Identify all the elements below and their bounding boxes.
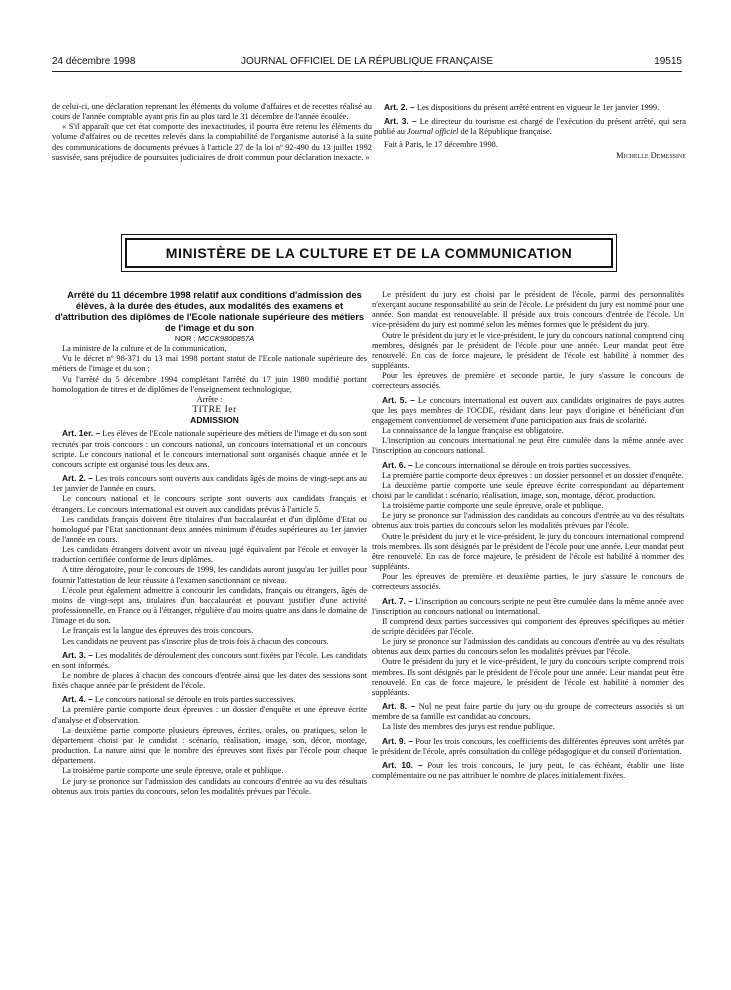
paragraph-text: Le jury se prononce sur l'admission des candidats au concours d'entrée au vu des résultats obtenus aux trois parties du concours selon les modalités prévues par l'école. [372,511,684,531]
paragraph-text: Les élèves de l'Ecole nationale supérieure des métiers de l'image et du son sont recrutés par trois concours : un concours national, un concours international et un concours scripte. Le concours national et le concours international sont organisés chaque année et le concours scripte est organisé tous les deux ans. [52,429,367,469]
left-body [52,428,367,796]
paragraph-text: Le concours international est ouvert aux candidats originaires de pays autres que les pays membres de l'OCDE, résidant dans leur pays d'origine et bénéficiant d'un engagement conventionnel de versement d'une participation aux frais de scolarité. [372,395,684,425]
body-paragraph [52,637,367,647]
body-paragraph [52,586,367,627]
paragraph-text: Le concours national se déroule en trois parties successives. [92,695,296,705]
paragraph-text: Les modalités de déroulement des concours sont fixées par l'école. Les candidats en sont informés. [52,650,367,670]
body-paragraph [52,494,367,514]
article-paragraph [372,736,684,757]
article-label: Art. 1er. – [62,428,101,439]
paragraph-text: Le jury se prononce sur l'admission des candidats au concours d'entrée au vu des résultats obtenus aux deux parties du concours selon les modalités prévues par l'école. [372,637,684,657]
paragraph-text: La première partie comporte deux épreuves : un dossier personnel et un dossier d'enquête. [382,470,684,480]
article-label: Art. 3. – [62,649,93,660]
page-header [52,56,682,70]
body-paragraph [372,371,684,391]
paragraph-text: Le président du jury est choisi par le président de l'école, parmi des personnalités n'exerçant aucune responsabilité au sein de l'école. Le président du jury est nommé pour une année. Son mandat est renouvelable. Il préside aux trois concours d'entrée de l'école. Un vice-président du jury est nommé selon les mêmes formes que le président du jury. [372,290,684,330]
top-left-continuation [52,102,372,163]
body-paragraph [372,637,684,657]
body-paragraph [52,545,367,565]
header-journal-title: JOURNAL OFFICIEL DE LA RÉPUBLIQUE FRANÇAISE [240,56,494,67]
article-label: Art. 7. – [382,595,413,606]
article-paragraph [372,460,684,471]
paragraph-text: Pour les trois concours, les coefficients des différentes épreuves sont arrêtés par le président de l'école, après consultation du collège pédagogique et du conseil d'orientation. [372,736,684,756]
nor-code: MCCK9800857A [197,334,255,343]
admission-heading: ADMISSION [190,415,239,426]
paragraph-text: L'inscription au concours international ne peut être cumulée dans la même année avec l'inscription au concours national. [372,436,684,456]
left-column [52,290,367,797]
preamble-line: Vu le décret nº 98-371 du 13 mai 1998 portant statut de l'Ecole nationale supérieure des métiers de l'image et du son ; [52,354,367,374]
body-paragraph [52,766,367,776]
journal-officiel-ref: Journal officiel [407,127,459,137]
continuation-paragraph: « S'il apparaît que cet état comporte des inexactitudes, il pourra être retenu les éléments du volume d'affaires ou de recettes relevés dans la comptabilité de l'organisme autorisé à la suite des communications de documents prévues à l'article 27 de la loi nº 92-490 du 13 juillet 1992 susvisée, sans préjudice de poursuites judiciaires de droit commun pour déclaration inexacte. » [52,122,372,162]
fait-a-paris: Fait à Paris, le 17 décembre 1998. [384,140,498,150]
header-date: 24 décembre 1998 [52,56,136,67]
article-text: de la République française. [458,127,552,137]
paragraph-text: Il comprend deux parties successives qui comportent des épreuves spécifiques au métier de scripte décidées par l'école. [372,616,684,636]
body-paragraph [372,426,684,436]
top-right-articles [374,102,686,161]
article-label: Art. 4. – [62,694,93,705]
article-label: Art. 3. – [384,116,417,127]
paragraph-text: L'inscription au concours scripte ne peut être cumulée dans la même année avec l'inscription au concours national ou international. [372,596,684,616]
continuation-paragraph: de celui-ci, une déclaration reprenant les éléments du volume d'affaires et de recettes réalisé au cours de l'année comptable ayant pris fin au plus tard le 31 décembre de l'année écoulée. [52,102,372,122]
body-paragraph [372,532,684,573]
right-column [372,290,684,781]
body-paragraph [372,657,684,698]
header-page-number: 19515 [654,56,682,67]
body-paragraph [372,617,684,637]
preamble-line: Vu l'arrêté du 5 décembre 1994 complétant l'arrêté du 17 juin 1980 modifié portant homologation de titres et de diplômes de l'enseignement technologique, [52,374,367,394]
article-paragraph [372,760,684,781]
paragraph-text: La deuxième partie comporte plusieurs épreuves, écrites, orales, ou pratiques, selon le département choisi par le candidat : scénario, réalisation, image, son, décor, montage, production. La nature ainsi que le nombre des épreuves sont fixés par l'école pour chaque département. [52,725,367,766]
nor-reference [52,334,367,344]
body-paragraph [372,501,684,511]
paragraph-text: La troisième partie comporte une seule épreuve, orale et publique. [62,766,284,776]
article-paragraph [52,428,367,470]
article-paragraph [372,596,684,617]
article-label: Art. 2. – [62,473,93,484]
arrete-word: Arrête : [196,394,223,404]
body-paragraph [372,722,684,732]
paragraph-text: La liste des membres des jurys est rendue publique. [382,722,555,732]
paragraph-text: Le concours national et le concours scripte sont ouverts aux candidats français et étrangers. Le concours international est ouvert aux candidats prévus à l'article 5. [52,494,367,514]
paragraph-text: Les candidats étrangers doivent avoir un niveau jugé équivalent par l'école et envoyer la traduction certifiée conforme de leurs diplômes. [52,545,367,565]
signature: Michelle Demessine [616,150,686,160]
article-paragraph [372,395,684,426]
body-paragraph [52,671,367,691]
paragraph-text: Les candidats ne peuvent pas s'inscrire plus de trois fois à chacun des concours. [62,636,329,646]
paragraph-text: Pour les trois concours, le jury peut, le cas échéant, établir une liste complémentaire ou ne pas attribuer le nombre de places initialement fixées. [372,760,684,781]
paragraph-text: La troisième partie comporte une seule épreuve, orale et publique. [382,501,604,511]
body-paragraph [372,436,684,456]
article-paragraph [52,650,367,671]
paragraph-text: La connaissance de la langue française est obligatoire. [382,426,564,436]
article-paragraph [52,694,367,705]
article-paragraph [372,701,684,722]
paragraph-text: Outre le président du jury et le vice-président, le jury du concours international comprend trois membres. Ils sont désignés par le président de l'école pour une année. Leur mandat peut être renouvelé. En cas de force majeure, le président de l'école est habilité à nommer des suppléants. [372,531,684,572]
paragraph-text: Le concours international se déroule en trois parties successives. [412,460,631,470]
preamble-line: La ministre de la culture et de la communication, [62,344,227,354]
paragraph-text: Outre le président du jury et le vice-président, le jury du concours scripte comprend trois membres. Ils sont désignés par le président de l'école pour une année. Leur mandat peut être renouvelé. En cas de force majeure, le président de l'école est habilité à nommer des suppléants. [372,657,684,697]
paragraph-text: Pour les épreuves de première et seconde partie, le jury s'assure le concours de correcteurs associés. [372,371,684,391]
paragraph-text: Les trois concours sont ouverts aux candidats âgés de moins de vingt-sept ans au 1er janvier de l'année en cours. [52,474,367,494]
body-paragraph [372,290,684,331]
preamble [52,344,367,395]
article-label: Art. 9. – [382,735,414,746]
body-paragraph [52,777,367,797]
body-paragraph [52,626,367,636]
paragraph-text: Les candidats français doivent être titulaires d'un baccalauréat et d'un diplôme d'Etat ou homologué par l'Etat sanctionnant deux années minimum d'études supérieures au 1er janvier de l'année en cours. [52,514,367,544]
header-rule [52,71,682,72]
paragraph-text: Le jury se prononce sur l'admission des candidats au concours d'entrée au vu des résultats obtenus aux trois parties du concours, selon les modalités prévues par l'école. [52,776,367,796]
body-paragraph [372,471,684,481]
nor-label: NOR : [174,334,198,343]
paragraph-text: Le français est la langue des épreuves des trois concours. [62,626,254,636]
body-paragraph [372,331,684,372]
article-2 [374,102,686,113]
body-paragraph [52,515,367,545]
right-body [372,290,684,781]
body-paragraph [52,565,367,585]
titre-heading: TITRE Ier [192,405,237,416]
body-paragraph [372,572,684,592]
paragraph-text: Nul ne peut faire partie du jury ou du groupe de correcteurs associés si un membre de sa famille est candidat au concours. [372,702,684,722]
article-label: Art. 2. – [384,102,415,112]
paragraph-text: La deuxième partie comporte une seule épreuve écrite correspondant au département choisi par le candidat : scénario, réalisation, image, son, montage, décor, production. [372,480,684,500]
article-paragraph [52,473,367,494]
article-label: Art. 6. – [382,459,413,470]
paragraph-text: Pour les épreuves de première et deuxième parties, le jury s'assure le concours de correcteurs associés. [372,572,684,592]
paragraph-text: Le nombre de places à chacun des concours d'entrée ainsi que les dates des sessions sont fixés chaque année par le président de l'école. [52,671,367,691]
arrete-title: Arrêté du 11 décembre 1998 relatif aux conditions d'admission des élèves, à la durée des études, aux modalités des examens et d'attribution des diplômes de l'Ecole nationale supérieure des métiers de l'image et du son [54,290,365,333]
body-paragraph [52,726,367,767]
article-3 [374,116,686,137]
paragraph-text: L'école peut également admettre à concourir les candidats, français ou étrangers, âgés de moins de vingt-sept ans, titulaires d'un baccalauréat et pouvant justifier d'une activité professionnelle, en France ou à l'étranger, régulière d'au moins quatre ans dans le domaine de l'image et du son. [52,585,367,626]
article-text: Le directeur du tourisme est chargé de l'exécution du présent arrêté, qui sera publié au [374,117,686,137]
article-label: Art. 10. – [382,759,423,770]
body-paragraph [372,481,684,501]
article-text: Les dispositions du présent arrêté entrent en vigueur le 1er janvier 1999. [414,103,660,112]
ministry-heading-box: MINISTÈRE DE LA CULTURE ET DE LA COMMUNICATION [125,238,613,268]
paragraph-text: La première partie comporte deux épreuves : un dossier d'enquête et une épreuve écrite d'analyse et d'observation. [52,705,367,725]
article-label: Art. 5. – [382,394,415,405]
paragraph-text: Outre le président du jury et le vice-président, le jury du concours national comprend cinq membres, désignés par le président de l'école pour une année. Leur mandat peut être renouvelé. En cas de force majeure, le président de l'école est habilité à nommer des suppléants. [372,330,684,371]
paragraph-text: A titre dérogatoire, pour le concours de 1999, les candidats auront jusqu'au 1er juillet pour fournir l'attestation de leur réussite à l'examen sanctionnant ce niveau. [52,565,367,585]
body-paragraph [52,705,367,725]
body-paragraph [372,511,684,531]
article-label: Art. 8. – [382,701,416,712]
